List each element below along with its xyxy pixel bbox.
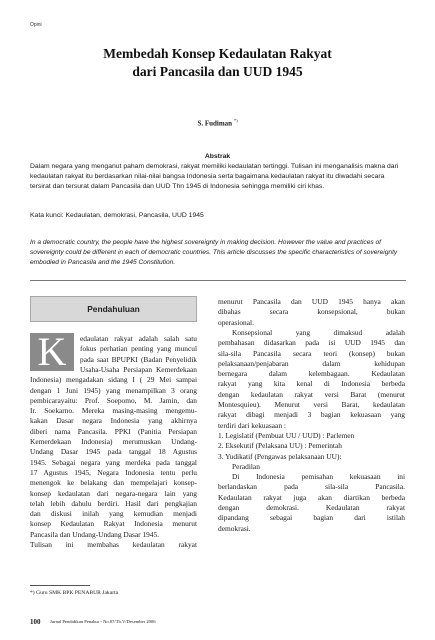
left-column-line: konsep kedaulatan dari negara-negara lain yang xyxy=(30,488,197,498)
article-title-line-1: Membedah Konsep Kedaulatan Rakyat xyxy=(103,46,332,61)
right-column-line: 3. Yudikatif (Pengawas pelaksanaan UU): xyxy=(218,451,342,461)
left-column-line: diberi nama Pancasila. PPKI (Panitia Persiapan xyxy=(30,426,197,436)
article-title-line-2: dari Pancasila dan UUD 1945 xyxy=(132,64,303,79)
journal-footer: Jurnal Pendidikan Penabur - No.07/Th.V/Desember 2006 xyxy=(50,619,156,624)
right-column-line: rakyat dibagi menjadi 3 bagian kekuasaan yang xyxy=(218,410,405,420)
footnote-divider xyxy=(30,585,90,586)
right-column-line: bernegara dalam kelembagaan. Kedaulatan xyxy=(218,369,405,379)
left-column-line: fokus perhatian penting yang muncul xyxy=(80,344,197,354)
right-column-line: demokrasi. xyxy=(218,523,251,533)
left-column-line: 17 Agustus 1945, Negara Indonesia tentu perlu xyxy=(30,467,197,477)
page-number: 100 xyxy=(30,618,41,626)
right-column-line: Di Indonesia pemisahan kekuasaan ini xyxy=(232,472,405,482)
left-column-line: Usaha-Usaha Persiapan Kemerdekaan xyxy=(80,364,197,374)
left-column-line: konsep Kedaulatan Rakyat Indonesia menurut xyxy=(30,519,197,529)
right-column-line: Kedaulatan rakyat juga akan diartikan berbeda xyxy=(218,492,405,502)
english-abstract: In a democratic country, the people have the highest sovereignty in making decision. However the value and practices of sovereignty could be different in each of democratic countries. This article discusses the specific characteristics of sovereignty embodied in Pancasila and the 1945 Constitution. xyxy=(30,239,398,267)
left-column-line: Tulisan ini membahas kedaulatan rakyat xyxy=(30,540,197,549)
right-column-line: dengan kedaulatan rakyat versi Barat (menurut xyxy=(218,389,405,399)
right-column-line: Peradilan xyxy=(232,461,260,471)
author-name: S. Fudiman xyxy=(197,119,233,128)
left-column-line: 1945. Sebagai negara yang merdeka pada tanggal xyxy=(30,457,197,467)
keywords: Kata kunci: Kedaulatan, demokrasi, Pancasila, UUD 1945 xyxy=(30,212,204,219)
left-column-line: pada saat BPUPKI (Badan Penyelidik xyxy=(80,354,197,364)
left-column-line: Pancasila dan Undang-Undang Dasar 1945. xyxy=(30,529,160,539)
left-column-line: dengan 1 Juni 1945) yang menampilkan 3 orang xyxy=(30,385,197,395)
right-column-line: 2. Eksekutif (Pelaksana UU) : Pemerintah xyxy=(218,441,342,451)
left-column-line: dan diskusi inilah yang kemudian menjadi xyxy=(30,509,197,519)
right-column-line: operasional. xyxy=(218,317,254,327)
abstract-text: Dalam negara yang menganut paham demokrasi, rakyat memiliki kedaulatan tertinggi. Tulisan ini menganalisis makna dari kedaulatan rakyat itu berdasarkan nilai-nilai bangsa Indonesia serta bagaimana kedaulatan rakyat itu diwadahi secara tersirat dan tersurat dalam Pancasila dan UUD Thn 1945 di Indonesia sehingga memiliki ciri khas. xyxy=(30,163,399,191)
left-column-line: kakan Dasar negara Indonesia yang akhirnya xyxy=(30,416,197,426)
right-column-line: dipandang sebagai bagian dari istilah xyxy=(218,513,405,523)
left-column-line: menengok ke belakang dan mempelajari konsep- xyxy=(30,478,197,488)
left-column-line: edaulatan rakyat adalah salah satu xyxy=(80,334,197,343)
drop-cap xyxy=(30,329,74,374)
right-column-line: pelaksanaan/penjabaran dalam kehidupan xyxy=(218,358,405,368)
right-column-line: berlandaskan pada sila-sila Pancasila. xyxy=(218,482,405,492)
author-footnote-mark: *) xyxy=(233,118,238,123)
right-column-line: dengan demokrasi. Kedaulatan rakyat xyxy=(218,503,405,512)
left-column-line: Kemerdekaan Indonesia) merumuskan Undang- xyxy=(30,437,197,446)
drop-cap-letter: K xyxy=(37,329,67,374)
left-column-line: pembicarayaitu: Prof. Soepomo, M. Jamin, dan xyxy=(30,395,197,405)
right-column-line: Montesquieu). Menurut versi Barat, kedaulatan xyxy=(218,400,405,409)
right-column-line: menurut Pancasila dan UUD 1945 hanya akan xyxy=(218,297,405,306)
abstract-heading: Abstrak xyxy=(204,153,231,160)
right-column-line: 1. Legislatif (Pembuat UU / UUD) : Parlemen xyxy=(218,430,355,440)
left-column-line: Ir. Soekarno. Mereka masing-masing mengemu- xyxy=(30,406,197,416)
right-column-line: rakyat yang kita kenal di Indonesia berbeda xyxy=(218,379,405,389)
left-column-line: telah lebih dahulu berdiri. Hasil dari pengkajian xyxy=(30,498,197,508)
right-column-line: sila-sila Pancasila secara teori (konsep) bukan xyxy=(218,348,405,358)
left-column-line: Undang Dasar 1945 pada tanggal 18 Agustus xyxy=(30,447,197,457)
author-line xyxy=(0,118,435,127)
right-column-line: pembahasan didasarkan pada isi UUD 1945 dan xyxy=(218,338,405,348)
right-column-line: terdiri dari kekuasaan : xyxy=(218,420,286,430)
right-column-line: dibahas secara konsepsional, bukan xyxy=(218,307,405,317)
abstract-divider xyxy=(30,280,406,281)
right-column-line: Konsepsional yang dimaksud adalah xyxy=(232,327,405,337)
left-column-line: Indonesia) mengadakan sidang I ( 29 Mei sampai xyxy=(30,375,197,385)
header-label: Opini xyxy=(30,22,42,28)
footnote: *) Guru SMK BPK PENABUR Jakarta xyxy=(30,590,119,596)
section-heading-box xyxy=(30,296,197,322)
section-title: Pendahuluan xyxy=(87,304,140,314)
